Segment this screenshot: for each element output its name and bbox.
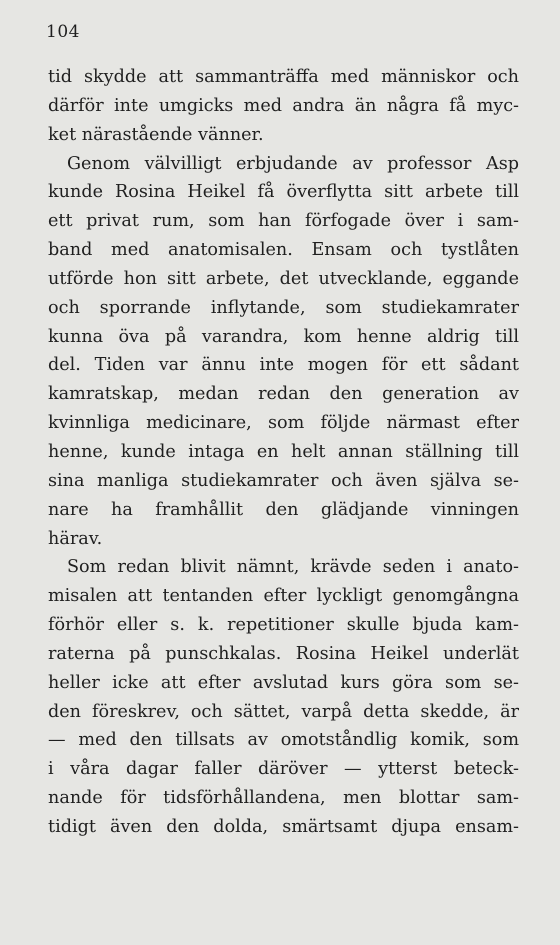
text-line: förhör eller s. k. repetitioner skulle bjuda kam-	[48, 615, 519, 636]
text-line: den föreskrev, och sättet, varpå detta skedde, är	[48, 701, 519, 722]
text-line: henne, kunde intaga en helt annan ställning till	[48, 441, 519, 462]
text-line: misalen att tentanden efter lyckligt genomgångna	[48, 586, 519, 607]
text-line: raterna på punschkalas. Rosina Heikel underlät	[48, 643, 519, 664]
text-line: sina manliga studiekamrater och även själva se-	[48, 470, 519, 491]
text-line: nande för tidsförhållandena, men blottar sam-	[48, 788, 519, 809]
text-line: Som redan blivit nämnt, krävde seden i anato-	[67, 557, 519, 578]
text-line: Genom välvilligt erbjudande av professor Asp	[67, 153, 519, 174]
text-line: kunde Rosina Heikel få överflytta sitt arbete till	[48, 182, 519, 203]
text-line: — med den tillsats av omotståndlig komik, som	[48, 730, 519, 751]
text-line: ket närastående vänner.	[48, 124, 264, 145]
text-line: ett privat rum, som han förfogade över i sam-	[48, 211, 519, 232]
page-number: 104	[46, 22, 80, 42]
text-line: i våra dagar faller däröver — ytterst beteck-	[48, 759, 519, 780]
text-line: nare ha framhållit den glädjande vinningen	[48, 499, 519, 520]
text-line: kunna öva på varandra, kom henne aldrig till	[48, 326, 519, 347]
body-text	[48, 63, 519, 842]
text-line: tidigt även den dolda, smärtsamt djupa ensam-	[48, 816, 519, 837]
text-line: härav.	[48, 528, 103, 549]
text-line: kvinnliga medicinare, som följde närmast efter	[48, 413, 519, 434]
text-line: del. Tiden var ännu inte mogen för ett sådant	[48, 355, 519, 376]
text-line: och sporrande inflytande, som studiekamrater	[48, 297, 519, 318]
text-line: utförde hon sitt arbete, det utvecklande, eggande	[48, 268, 519, 289]
text-line: heller icke att efter avslutad kurs göra som se-	[48, 672, 519, 693]
text-line: band med anatomisalen. Ensam och tystlåten	[48, 240, 519, 261]
text-line: tid skydde att sammanträffa med människor och	[48, 67, 519, 87]
text-line: därför inte umgicks med andra än några få myc-	[48, 95, 519, 116]
text-line: kamratskap, medan redan den generation av	[48, 384, 519, 405]
